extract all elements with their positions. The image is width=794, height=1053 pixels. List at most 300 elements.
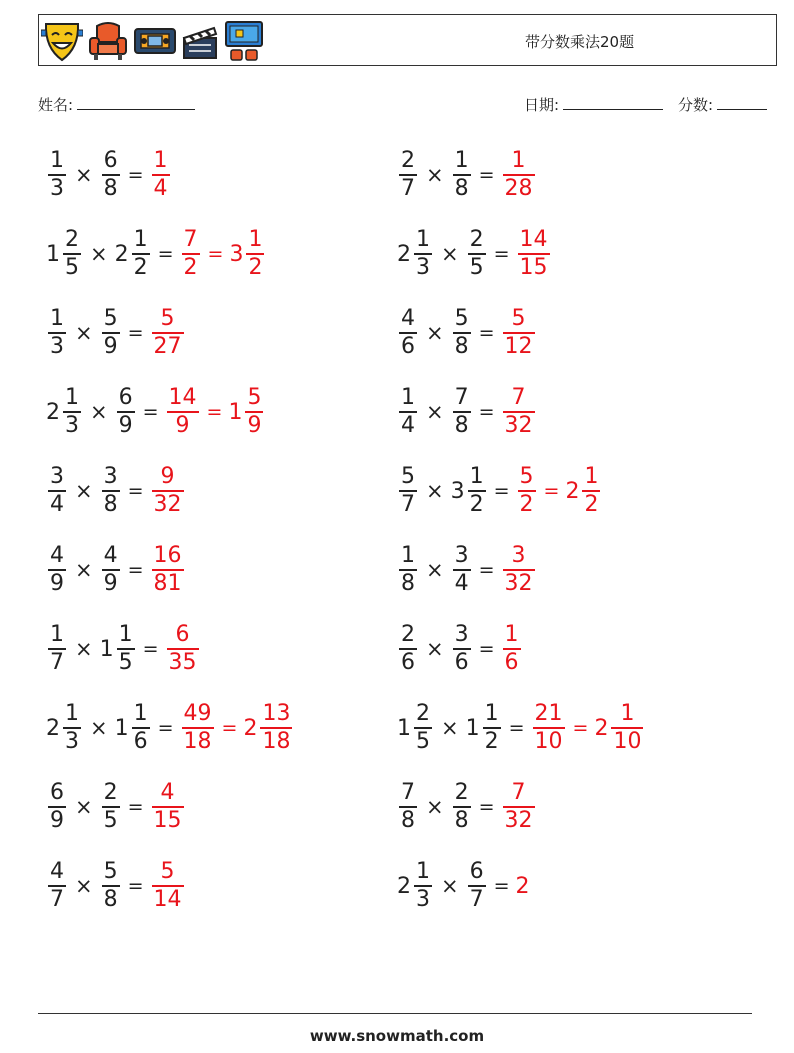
numerator: 1 <box>620 701 635 727</box>
fraction <box>503 306 535 360</box>
denominator: 9 <box>175 412 190 438</box>
armchair-icon <box>87 18 129 64</box>
denominator: 15 <box>153 807 182 833</box>
numerator: 7 <box>454 385 469 411</box>
mixed-number <box>150 780 186 834</box>
equals-sign: = <box>478 559 495 581</box>
whole-part: 2 <box>243 715 258 741</box>
mixed-number <box>46 859 68 913</box>
denominator: 7 <box>469 886 484 912</box>
denominator: 7 <box>50 649 64 675</box>
denominator: 5 <box>469 254 484 280</box>
denominator: 3 <box>65 728 79 754</box>
multiply-sign: × <box>75 795 93 819</box>
name-blank[interactable] <box>77 95 195 110</box>
problem-item <box>46 777 186 837</box>
numerator: 1 <box>511 148 526 174</box>
mixed-number <box>180 227 202 281</box>
mixed-number <box>451 306 473 360</box>
mixed-number <box>466 227 488 281</box>
answer <box>501 148 537 202</box>
denominator: 2 <box>183 254 198 280</box>
name-field <box>38 94 195 115</box>
numerator: 5 <box>247 385 262 411</box>
numerator: 5 <box>103 306 118 332</box>
numerator: 5 <box>103 859 118 885</box>
mixed-number <box>100 306 122 360</box>
mixed-number <box>516 464 538 518</box>
fraction <box>453 306 471 360</box>
denominator: 3 <box>416 254 430 280</box>
numerator: 1 <box>133 701 148 727</box>
numerator: 1 <box>65 385 79 411</box>
whole-part: 2 <box>565 478 580 504</box>
numerator: 2 <box>416 701 430 727</box>
fraction <box>246 227 264 281</box>
answer <box>501 622 523 676</box>
fraction <box>167 622 199 676</box>
problem-item <box>397 777 537 837</box>
fraction <box>102 148 120 202</box>
denominator: 8 <box>454 333 469 359</box>
fraction <box>399 385 417 439</box>
mixed-number <box>150 464 186 518</box>
fraction <box>132 701 150 755</box>
header-box <box>38 14 777 66</box>
fraction <box>152 464 184 518</box>
fraction <box>245 385 263 439</box>
denominator: 6 <box>454 649 469 675</box>
mixed-number <box>397 385 419 439</box>
numerator: 5 <box>511 306 526 332</box>
whole-part: 1 <box>228 399 243 425</box>
multiply-sign: × <box>75 558 93 582</box>
fraction <box>167 385 199 439</box>
problem-item <box>397 856 531 916</box>
mixed-number <box>451 543 473 597</box>
whole-part: 2 <box>594 715 609 741</box>
mixed-number <box>397 780 419 834</box>
multiply-sign: × <box>75 479 93 503</box>
answer <box>516 227 552 281</box>
numerator: 1 <box>153 148 168 174</box>
fraction <box>182 701 214 755</box>
mixed-number <box>501 148 537 202</box>
score-field <box>678 94 767 115</box>
fraction <box>453 780 471 834</box>
fraction <box>102 780 120 834</box>
mixed-number <box>46 464 68 518</box>
denominator: 8 <box>401 570 415 596</box>
numerator: 2 <box>401 148 415 174</box>
mixed-number <box>46 701 83 755</box>
problem-item <box>46 145 172 205</box>
denominator: 32 <box>153 491 182 517</box>
denominator: 8 <box>454 412 469 438</box>
problem-item <box>397 461 602 521</box>
denominator: 7 <box>50 886 64 912</box>
multiply-sign: × <box>426 400 444 424</box>
mixed-number <box>594 701 645 755</box>
mixed-number <box>46 148 68 202</box>
numerator: 1 <box>454 148 469 174</box>
whole-part: 2 <box>114 241 129 267</box>
multiply-sign: × <box>426 479 444 503</box>
fraction <box>611 701 643 755</box>
answer <box>150 464 186 518</box>
answer <box>501 780 537 834</box>
equals-sign: = <box>142 401 159 423</box>
mixed-number <box>501 385 537 439</box>
mixed-number <box>397 306 419 360</box>
numerator: 1 <box>401 385 415 411</box>
numerator: 4 <box>50 543 64 569</box>
problem-item <box>46 303 186 363</box>
mixed-number <box>165 385 201 439</box>
equals-sign: = <box>508 717 525 739</box>
mixed-number <box>165 622 201 676</box>
fraction <box>48 464 66 518</box>
problem-item <box>46 540 186 600</box>
numerator: 2 <box>65 227 79 253</box>
mixed-number <box>451 622 473 676</box>
fraction <box>102 464 120 518</box>
denominator: 8 <box>103 175 118 201</box>
numerator: 6 <box>50 780 64 806</box>
fraction <box>399 622 417 676</box>
numerator: 1 <box>469 464 484 490</box>
answer <box>516 874 531 899</box>
denominator: 4 <box>454 570 469 596</box>
mixed-number <box>46 385 83 439</box>
fraction <box>152 859 184 913</box>
fraction <box>503 543 535 597</box>
fraction <box>152 543 184 597</box>
denominator: 10 <box>534 728 563 754</box>
numerator: 1 <box>248 227 263 253</box>
numerator: 4 <box>401 306 415 332</box>
denominator: 8 <box>103 491 118 517</box>
fraction <box>533 701 565 755</box>
numerator: 49 <box>183 701 212 727</box>
mixed-number <box>100 622 137 676</box>
fraction <box>468 464 486 518</box>
denominator: 18 <box>262 728 291 754</box>
multiply-sign: × <box>75 163 93 187</box>
mixed-number <box>466 701 503 755</box>
problem-item <box>46 856 186 916</box>
multiply-sign: × <box>90 400 108 424</box>
problem-item <box>46 619 201 679</box>
mixed-number <box>397 148 419 202</box>
denominator: 5 <box>416 728 430 754</box>
whole-part: 3 <box>450 478 465 504</box>
score-label: 分数: <box>678 96 714 114</box>
answer <box>516 464 603 518</box>
equals-sign: = <box>478 638 495 660</box>
numerator: 2 <box>469 227 484 253</box>
numerator: 3 <box>511 543 526 569</box>
denominator: 28 <box>504 175 533 201</box>
numerator: 1 <box>584 464 599 490</box>
whole-part: 1 <box>99 636 114 662</box>
denominator: 4 <box>153 175 168 201</box>
fraction <box>152 306 184 360</box>
denominator: 7 <box>401 491 415 517</box>
denominator: 27 <box>153 333 182 359</box>
denominator: 6 <box>133 728 148 754</box>
numerator: 21 <box>534 701 563 727</box>
fraction <box>399 780 417 834</box>
denominator: 81 <box>153 570 182 596</box>
numerator: 7 <box>183 227 198 253</box>
numerator: 1 <box>416 859 430 885</box>
numerator: 6 <box>175 622 190 648</box>
numerator: 5 <box>401 464 415 490</box>
answer <box>180 701 295 755</box>
mixed-number <box>397 859 434 913</box>
numerator: 16 <box>153 543 182 569</box>
fraction <box>503 148 535 202</box>
date-label: 日期: <box>524 96 560 114</box>
mixed-number <box>100 464 122 518</box>
fraction <box>48 543 66 597</box>
numerator: 3 <box>454 543 469 569</box>
problem-item <box>46 698 294 758</box>
vhs-tape-icon <box>133 18 177 64</box>
equals-sign: = <box>127 796 144 818</box>
answer <box>165 385 266 439</box>
numerator: 6 <box>118 385 133 411</box>
mixed-number <box>466 859 488 913</box>
mixed-number <box>46 543 68 597</box>
multiply-sign: × <box>426 795 444 819</box>
fraction <box>453 385 471 439</box>
mixed-number <box>516 874 531 899</box>
denominator: 3 <box>416 886 430 912</box>
numerator: 5 <box>519 464 534 490</box>
equals-sign: = <box>127 322 144 344</box>
equals-sign: = <box>572 717 589 739</box>
fraction <box>399 148 417 202</box>
answer <box>501 385 537 439</box>
mixed-number <box>115 701 152 755</box>
multiply-sign: × <box>426 637 444 661</box>
mixed-number <box>46 306 68 360</box>
mixed-number <box>397 543 419 597</box>
fraction <box>414 859 432 913</box>
theater-mask-icon <box>41 18 83 64</box>
denominator: 5 <box>118 649 133 675</box>
equals-sign: = <box>127 875 144 897</box>
problem-item <box>397 303 537 363</box>
fraction <box>399 306 417 360</box>
fraction <box>117 622 135 676</box>
denominator: 10 <box>613 728 642 754</box>
fraction <box>48 780 66 834</box>
denominator: 8 <box>454 807 469 833</box>
equals-sign: = <box>478 164 495 186</box>
denominator: 2 <box>584 491 599 517</box>
equals-sign: = <box>157 717 174 739</box>
whole-part: 1 <box>46 241 60 267</box>
denominator: 6 <box>504 649 519 675</box>
fraction <box>503 385 535 439</box>
mixed-number <box>150 859 186 913</box>
mixed-number <box>100 543 122 597</box>
fraction <box>399 543 417 597</box>
denominator: 2 <box>133 254 148 280</box>
fraction <box>503 622 521 676</box>
denominator: 8 <box>401 807 415 833</box>
denominator: 6 <box>401 649 415 675</box>
mixed-number <box>451 464 488 518</box>
denominator: 2 <box>469 491 484 517</box>
mixed-number <box>243 701 294 755</box>
answer <box>501 543 537 597</box>
answer <box>180 227 267 281</box>
denominator: 3 <box>65 412 79 438</box>
multiply-sign: × <box>75 637 93 661</box>
equals-sign: = <box>493 875 510 897</box>
equals-sign: = <box>206 401 223 423</box>
answer <box>150 859 186 913</box>
denominator: 2 <box>519 491 534 517</box>
clapperboard-icon <box>181 18 219 64</box>
problem-item <box>397 619 523 679</box>
answer <box>150 306 186 360</box>
fraction <box>152 780 184 834</box>
multiply-sign: × <box>441 716 459 740</box>
denominator: 4 <box>401 412 415 438</box>
whole-part: 2 <box>397 873 411 899</box>
mixed-number <box>397 701 434 755</box>
answer <box>165 622 201 676</box>
denominator: 6 <box>401 333 415 359</box>
denominator: 12 <box>504 333 533 359</box>
fraction <box>102 543 120 597</box>
fraction <box>63 227 81 281</box>
numerator: 14 <box>519 227 548 253</box>
numerator: 3 <box>454 622 469 648</box>
numerator: 1 <box>50 306 64 332</box>
numerator: 1 <box>416 227 430 253</box>
fraction <box>518 464 536 518</box>
numerator: 2 <box>454 780 469 806</box>
equals-sign: = <box>493 480 510 502</box>
numerator: 4 <box>103 543 118 569</box>
denominator: 5 <box>103 807 118 833</box>
mixed-number <box>150 306 186 360</box>
answer <box>531 701 646 755</box>
answer <box>501 306 537 360</box>
answer <box>150 148 172 202</box>
fraction <box>117 385 135 439</box>
mixed-number <box>501 306 537 360</box>
numerator: 1 <box>50 148 64 174</box>
denominator: 8 <box>454 175 469 201</box>
whole-part: 2 <box>46 715 60 741</box>
denominator: 9 <box>50 570 64 596</box>
fraction <box>503 780 535 834</box>
numerator: 3 <box>50 464 64 490</box>
mixed-number <box>46 622 68 676</box>
fraction <box>483 701 501 755</box>
mixed-number <box>115 227 152 281</box>
numerator: 7 <box>511 780 526 806</box>
multiply-sign: × <box>90 716 108 740</box>
fraction <box>260 701 292 755</box>
numerator: 1 <box>118 622 133 648</box>
whole-part: 2 <box>46 399 60 425</box>
mixed-number <box>46 780 68 834</box>
mixed-number <box>100 780 122 834</box>
denominator: 2 <box>248 254 263 280</box>
denominator: 9 <box>50 807 64 833</box>
mixed-number <box>397 464 419 518</box>
denominator: 5 <box>65 254 79 280</box>
fraction <box>63 701 81 755</box>
numerator: 3 <box>103 464 118 490</box>
score-blank[interactable] <box>717 95 767 110</box>
problem-item <box>46 224 266 284</box>
denominator: 8 <box>103 886 118 912</box>
header-icons <box>41 18 265 64</box>
multiply-sign: × <box>426 558 444 582</box>
numerator: 1 <box>401 543 415 569</box>
date-blank[interactable] <box>563 95 663 110</box>
problem-item <box>397 698 645 758</box>
numerator: 6 <box>469 859 484 885</box>
whole-part: 1 <box>465 715 480 741</box>
numerator: 6 <box>103 148 118 174</box>
mixed-number <box>229 227 266 281</box>
numerator: 1 <box>504 622 519 648</box>
date-field <box>524 94 663 115</box>
fraction <box>414 701 432 755</box>
mixed-number <box>100 148 122 202</box>
fraction <box>48 859 66 913</box>
multiply-sign: × <box>441 874 459 898</box>
denominator: 32 <box>504 807 533 833</box>
mixed-number <box>397 622 419 676</box>
tv-icon <box>223 18 265 64</box>
mixed-number <box>180 701 216 755</box>
numerator: 1 <box>484 701 499 727</box>
numerator: 1 <box>133 227 148 253</box>
multiply-sign: × <box>75 321 93 345</box>
mixed-number <box>451 148 473 202</box>
mixed-number <box>565 464 602 518</box>
problem-item <box>46 461 186 521</box>
numerator: 7 <box>401 780 415 806</box>
mixed-number <box>397 227 434 281</box>
mixed-number <box>150 543 186 597</box>
fraction <box>453 148 471 202</box>
denominator: 15 <box>519 254 548 280</box>
equals-sign: = <box>478 401 495 423</box>
mixed-number <box>501 622 523 676</box>
numerator: 5 <box>160 859 175 885</box>
denominator: 3 <box>50 175 64 201</box>
fraction <box>468 859 486 913</box>
mixed-number <box>501 780 537 834</box>
numerator: 2 <box>401 622 415 648</box>
equals-sign: = <box>478 322 495 344</box>
fraction <box>102 306 120 360</box>
problem-item <box>46 382 265 442</box>
denominator: 7 <box>401 175 415 201</box>
